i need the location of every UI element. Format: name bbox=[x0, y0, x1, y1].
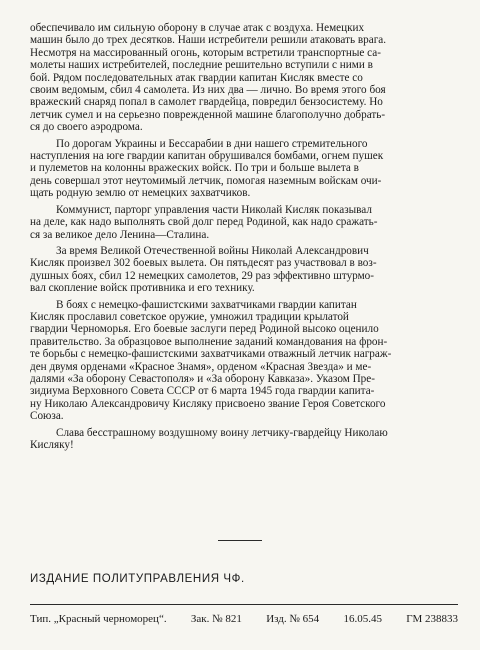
text-line: наступления на юге гвардии капитан обрушивался бомбами, огнем пушек bbox=[30, 150, 384, 163]
imprint-printer: Тип. „Красный черноморец“. bbox=[30, 613, 167, 625]
text-line: ну Николаю Александровичу Кисляку присвоено звание Героя Советского bbox=[30, 397, 386, 410]
text-line: вал скопление войск противника и его технику. bbox=[30, 282, 255, 295]
text-line: Кисляк прославил советское оружие, умножил традиции крылатой bbox=[30, 310, 349, 323]
text-line: далями «За оборону Севастополя» и «За оборону Кавказа». Указом Пре- bbox=[30, 372, 375, 385]
text-line: летчик сумел и на серьезно поврежденной машине благополучно добрать- bbox=[30, 108, 386, 121]
imprint-order-number: Зак. № 821 bbox=[190, 613, 242, 625]
paragraph bbox=[30, 22, 450, 134]
paragraph bbox=[30, 204, 450, 241]
text-line: машин было до трех десятков. Наши истребители решили атаковать врага. bbox=[30, 34, 387, 47]
text-line: обеспечивало им сильную оборону в случае атак с воздуха. Немецких bbox=[30, 22, 365, 34]
text-line: зидиума Верховного Совета СССР от 6 марта 1945 года гвардии капита- bbox=[30, 385, 375, 398]
text-line: душных боях, сбил 12 немецких самолетов, 29 раз эффективно штурмо- bbox=[30, 269, 374, 282]
imprint-line bbox=[30, 613, 458, 625]
paragraph bbox=[30, 138, 450, 200]
article-body bbox=[30, 22, 450, 451]
text-line: ся до своего аэродрома. bbox=[30, 121, 143, 134]
text-line: Союза. bbox=[30, 410, 64, 423]
text-line: ден двумя орденами «Красное Знамя», орденом «Красная Звезда» и ме- bbox=[30, 360, 372, 373]
publisher-line: ИЗДАНИЕ ПОЛИТУПРАВЛЕНИЯ ЧФ. bbox=[30, 573, 245, 585]
imprint-censor-code: ГМ 238833 bbox=[406, 613, 458, 625]
text-line: В боях с немецко-фашистскими захватчиками гвардии капитан bbox=[56, 298, 357, 311]
imprint-date: 16.05.45 bbox=[343, 613, 382, 625]
text-line: щать родную землю от немецких захватчиков. bbox=[30, 187, 251, 200]
text-line: бой. Рядом последовательных атак гвардии капитан Кисляк вместе со bbox=[30, 71, 363, 84]
text-line: Слава бесстрашному воздушному воину летчику-гвардейцу Николаю bbox=[56, 426, 388, 439]
text-line: и пулеметов на колонны вражеских войск. По три и больше вылета в bbox=[30, 162, 359, 175]
text-line: вражеский снаряд попал в самолет гвардейца, повредил бензосистему. Но bbox=[30, 96, 383, 109]
text-line: Кисляк произвел 302 боевых вылета. Он пятьдесят раз участвовал в воз- bbox=[30, 257, 377, 270]
text-line: день совершал этот неутомимый летчик, помогая наземным войскам очи- bbox=[30, 174, 382, 187]
separator-rule bbox=[218, 540, 262, 541]
text-line: своим ведомым, сбил 4 самолета. Из них два — лично. Во время этого боя bbox=[30, 84, 386, 97]
text-line: молеты наших истребителей, последние решительно вступили с ними в bbox=[30, 59, 373, 72]
text-line: По дорогам Украины и Бессарабии в дни нашего стремительного bbox=[56, 137, 368, 150]
text-line: Кисляку! bbox=[30, 439, 74, 451]
paragraph bbox=[30, 299, 450, 423]
imprint-edition-number: Изд. № 654 bbox=[266, 613, 320, 625]
text-line: Коммунист, парторг управления части Николай Кисляк показывал bbox=[56, 203, 372, 216]
text-line: За время Великой Отечественной войны Николай Александрович bbox=[56, 244, 369, 257]
paragraph bbox=[30, 245, 450, 295]
text-line: те борьбы с немецко-фашистскими захватчиками отважный летчик награж- bbox=[30, 348, 392, 361]
imprint-divider bbox=[30, 604, 458, 605]
text-line: Несмотря на массированный огонь, которым встретили транспортные са- bbox=[30, 46, 381, 59]
text-line: ся за великое дело Ленина—Сталина. bbox=[30, 228, 210, 241]
paragraph bbox=[30, 427, 450, 452]
text-line: правительство. За образцовое выполнение заданий командования на фрон- bbox=[30, 335, 388, 348]
text-line: гвардии Черноморья. Его боевые заслуги перед Родиной высоко оценило bbox=[30, 323, 379, 336]
text-line: на деле, как надо выполнять свой долг перед Родиной, как надо сражать- bbox=[30, 216, 378, 229]
